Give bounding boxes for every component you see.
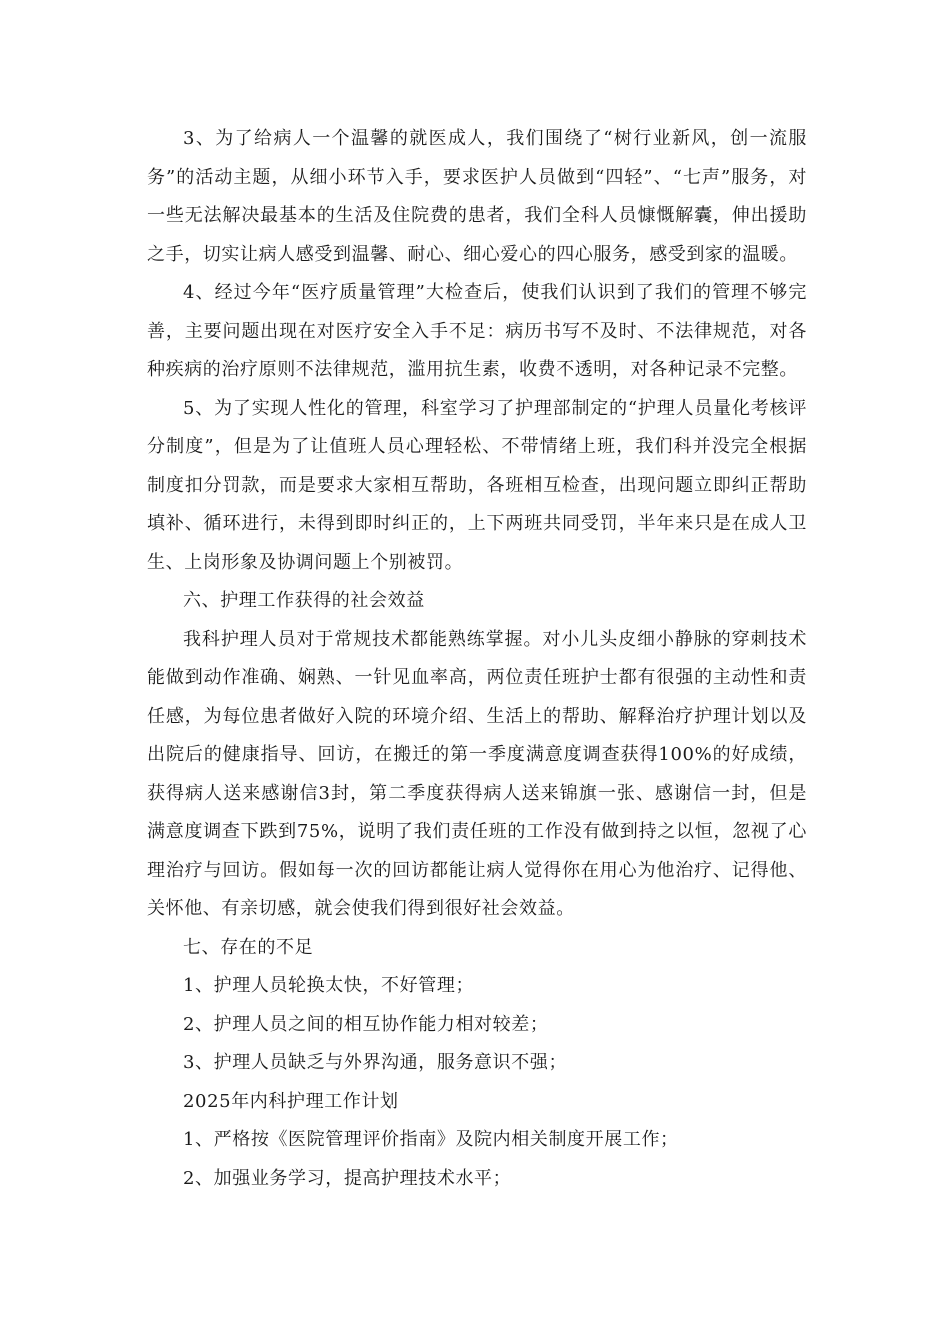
list-item-shortcoming-2: 2、护理人员之间的相互协作能力相对较差； xyxy=(183,1013,549,1035)
document-body xyxy=(147,120,807,1198)
section-heading-work-plan: 2025年内科护理工作计划 xyxy=(183,1090,399,1112)
list-item-plan-2: 2、加强业务学习，提高护理技术水平； xyxy=(183,1167,512,1189)
list-item-shortcoming-1: 1、护理人员轮换太快，不好管理； xyxy=(183,975,475,996)
paragraph-social-benefits: 我科护理人员对于常规技术都能熟练掌握。对小儿头皮细小静脉的穿刺技术能做到动作准确、娴熟、一针见血率高，两位责任班护士都有很强的主动性和责任感，为每位患者做好入院的环境介绍、生活上的帮助、解释治疗护理计划以及出院后的健康指导、回访，在搬迁的第一季度满意度调查获得100%的好成绩，获得病人送来感谢信3封，第二季度获得病人送来锦旗一张、感谢信一封，但是满意度调查下跌到75%，说明了我们责任班的工作没有做到持之以恒，忽视了心理治疗与回访。假如每一次的回访都能让病人觉得你在用心为他治疗、记得他、关怀他、有亲切感，就会使我们得到很好社会效益。 xyxy=(147,628,807,919)
paragraph-humanized-management: 5、为了实现人性化的管理，科室学习了护理部制定的“护理人员量化考核评分制度”，但是为了让值班人员心理轻松、不带情绪上班，我们科并没完全根据制度扣分罚款，而是要求大家相互帮助，各班相互检查，出现问题立即纠正帮助填补、循环进行，未得到即时纠正的，上下两班共同受罚，半年来只是在成人卫生、上岗形象及协调问题上个别被罚。 xyxy=(147,397,807,573)
section-heading-social-benefits: 六、护理工作获得的社会效益 xyxy=(183,590,425,611)
list-item-plan-1: 1、严格按《医院管理评价指南》及院内相关制度开展工作； xyxy=(183,1129,679,1150)
paragraph-service-theme: 3、为了给病人一个温馨的就医成人，我们围绕了“树行业新风，创一流服务”的活动主题，从细小环节入手，要求医护人员做到“四轻”、“七声”服务，对一些无法解决最基本的生活及住院费的患者，我们全科人员慷慨解囊，伸出援助之手，切实让病人感受到温馨、耐心、细心爱心的四心服务，感受到家的温暖。 xyxy=(147,128,807,265)
section-heading-shortcomings: 七、存在的不足 xyxy=(183,936,314,958)
paragraph-quality-inspection: 4、经过今年“医疗质量管理”大检查后，使我们认识到了我们的管理不够完善，主要问题出现在对医疗安全入手不足：病历书写不及时、不法律规范，对各种疾病的治疗原则不法律规范，滥用抗生素，收费不透明，对各种记录不完整。 xyxy=(147,282,807,380)
list-item-shortcoming-3: 3、护理人员缺乏与外界沟通，服务意识不强； xyxy=(183,1052,568,1073)
